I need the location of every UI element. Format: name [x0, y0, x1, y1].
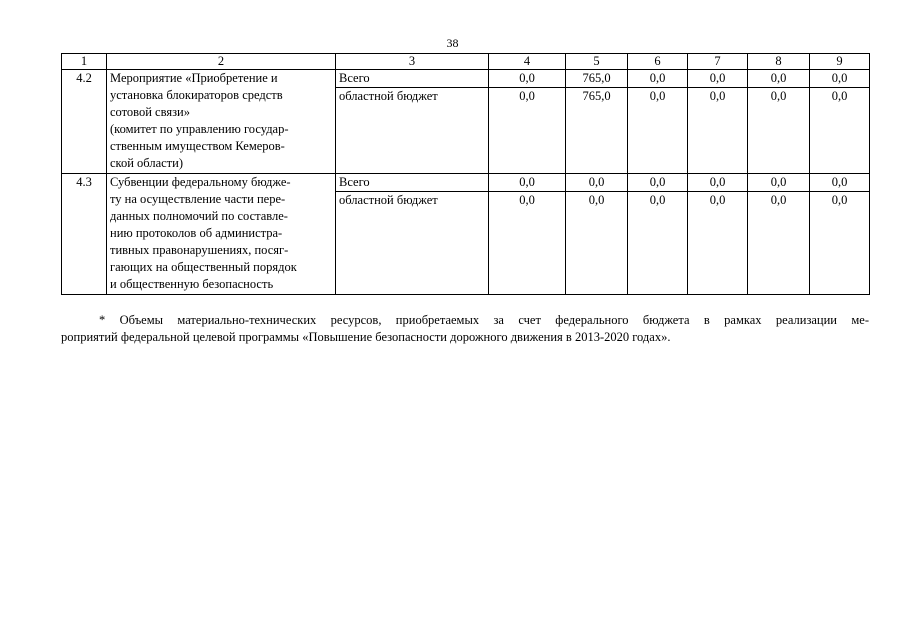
value-cell: 0,0: [748, 192, 810, 295]
value-cell: 0,0: [489, 192, 566, 295]
column-number: 7: [688, 54, 748, 70]
footnote-line: роприятий федеральной целевой программы «Повышение безопасности дорожного движения в 2013-2020 годах».: [61, 330, 671, 344]
value-cell: 0,0: [688, 88, 748, 174]
value-cell: 765,0: [566, 70, 628, 88]
value-cell: 0,0: [566, 192, 628, 295]
value-cell: 0,0: [810, 88, 870, 174]
item-code: 4.3: [62, 174, 107, 295]
budget-table: [61, 53, 870, 295]
value-cell: 0,0: [748, 174, 810, 192]
item-code: 4.2: [62, 70, 107, 174]
value-cell: 0,0: [628, 70, 688, 88]
value-cell: 0,0: [810, 192, 870, 295]
description-line: нию протоколов об администра-: [110, 226, 283, 240]
description-line: (комитет по управлению государ-: [110, 122, 289, 136]
description-line: и общественную безопасность: [110, 277, 274, 291]
value-cell: 0,0: [688, 70, 748, 88]
value-cell: 0,0: [748, 70, 810, 88]
column-number: 6: [628, 54, 688, 70]
value-cell: 0,0: [810, 174, 870, 192]
description-line: тивных правонарушениях, посяг-: [110, 243, 289, 257]
column-number-row: [62, 54, 870, 70]
description-line: установка блокираторов средств: [110, 88, 283, 102]
column-number: 1: [62, 54, 107, 70]
value-cell: 765,0: [566, 88, 628, 174]
description-line: данных полномочий по составле-: [110, 209, 288, 223]
value-cell: 0,0: [566, 174, 628, 192]
value-cell: 0,0: [748, 88, 810, 174]
item-description: [107, 70, 336, 174]
value-cell: 0,0: [810, 70, 870, 88]
funding-source: областной бюджет: [336, 192, 489, 295]
value-cell: 0,0: [489, 70, 566, 88]
description-line: ту на осуществление части пере-: [110, 192, 286, 206]
value-cell: 0,0: [688, 174, 748, 192]
page-number: 38: [446, 36, 459, 50]
description-line: сотовой связи»: [110, 105, 190, 119]
description-line: Субвенции федеральному бюдже-: [110, 175, 291, 189]
item-description: [107, 174, 336, 295]
funding-source: Всего: [336, 174, 489, 192]
table-row: [62, 174, 870, 192]
column-number: 3: [336, 54, 489, 70]
column-number: 5: [566, 54, 628, 70]
description-line: ской области): [110, 156, 183, 170]
funding-source: областной бюджет: [336, 88, 489, 174]
column-number: 9: [810, 54, 870, 70]
value-cell: 0,0: [628, 174, 688, 192]
description-line: Мероприятие «Приобретение и: [110, 71, 278, 85]
funding-source: Всего: [336, 70, 489, 88]
footnote: [61, 312, 869, 346]
value-cell: 0,0: [489, 174, 566, 192]
description-line: гающих на общественный порядок: [110, 260, 297, 274]
table-row: [62, 70, 870, 88]
footnote-line: * Объемы материально-технических ресурсов, приобретаемых за счет федерального бюджета в рамках реализации ме-: [99, 313, 869, 327]
value-cell: 0,0: [489, 88, 566, 174]
column-number: 2: [107, 54, 336, 70]
value-cell: 0,0: [628, 192, 688, 295]
column-number: 8: [748, 54, 810, 70]
column-number: 4: [489, 54, 566, 70]
value-cell: 0,0: [688, 192, 748, 295]
value-cell: 0,0: [628, 88, 688, 174]
description-line: ственным имуществом Кемеров-: [110, 139, 285, 153]
